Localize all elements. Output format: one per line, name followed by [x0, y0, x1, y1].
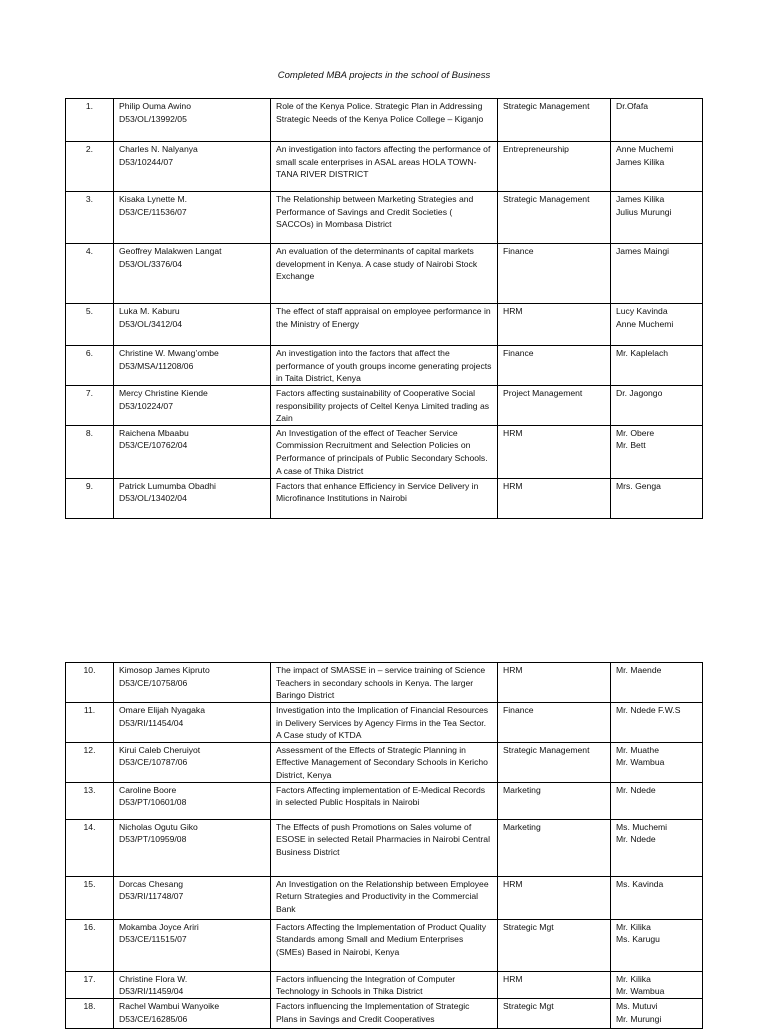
- specialization-area: HRM: [498, 663, 611, 703]
- project-title: An evaluation of the determinants of capital markets development in Kenya. A case study of Nairobi Stock Exchange: [271, 244, 498, 304]
- row-number: 8.: [66, 425, 114, 478]
- specialization-area: Entrepreneurship: [498, 142, 611, 192]
- registration-number: D53/RI/11748/07: [119, 891, 184, 902]
- table-row: [66, 192, 703, 244]
- supervisor-name: James Kilika: [616, 156, 665, 167]
- supervisors-cell: [611, 425, 703, 478]
- supervisors-cell: [611, 703, 703, 743]
- supervisors-cell: [611, 919, 703, 971]
- supervisor-name: Dr. Jagongo: [616, 388, 663, 398]
- registration-number: D53/RI/11459/04: [119, 986, 184, 997]
- row-number: 6.: [66, 346, 114, 386]
- table-row: [66, 782, 703, 819]
- registration-number: D53/10244/07: [119, 156, 173, 167]
- project-title: Investigation into the Implication of Financial Resources in Delivery Services by Agency Firms in the Tea Sector. A Case study of KTDA: [271, 703, 498, 743]
- row-number: 7.: [66, 386, 114, 426]
- project-title: The Effects of push Promotions on Sales volume of ESOSE in selected Retail Pharmacies in Nairobi Central Business District: [271, 819, 498, 876]
- student-cell: [114, 663, 271, 703]
- student-cell: [114, 346, 271, 386]
- supervisor-name: Mr. Obere: [616, 427, 655, 438]
- specialization-area: HRM: [498, 876, 611, 919]
- registration-number: D53/10224/07: [119, 400, 173, 411]
- specialization-area: Project Management: [498, 386, 611, 426]
- registration-number: D53/CE/11536/07: [119, 206, 187, 217]
- row-number: 9.: [66, 478, 114, 518]
- specialization-area: Strategic Management: [498, 192, 611, 244]
- supervisors-cell: [611, 304, 703, 346]
- supervisor-name: Mrs. Genga: [616, 480, 661, 491]
- project-title: The effect of staff appraisal on employee performance in the Ministry of Energy: [271, 304, 498, 346]
- supervisors-cell: [611, 192, 703, 244]
- project-title: Factors that enhance Efficiency in Service Delivery in Microfinance Institutions in Nairobi: [271, 478, 498, 518]
- table-row: [66, 99, 703, 142]
- row-number: 11.: [66, 703, 114, 743]
- supervisors-cell: [611, 663, 703, 703]
- row-number: 2.: [66, 142, 114, 192]
- registration-number: D53/MSA/11208/06: [119, 360, 194, 371]
- supervisor-name: Anne Muchemi: [616, 318, 674, 329]
- student-name: Dorcas Chesang: [119, 878, 184, 889]
- table-row: [66, 478, 703, 518]
- row-number: 14.: [66, 819, 114, 876]
- student-name: Charles N. Nalyanya: [119, 144, 198, 154]
- student-cell: [114, 703, 271, 743]
- student-cell: [114, 244, 271, 304]
- student-name: Mercy Christine Kiende: [119, 388, 208, 398]
- student-name: Kimosop James Kipruto: [119, 665, 210, 675]
- project-title: Factors influencing the Integration of Computer Technology in Schools in Thika District: [271, 971, 498, 998]
- registration-number: D53/PT/10601/08: [119, 797, 187, 808]
- supervisor-name: Ms. Karugu: [616, 934, 660, 945]
- specialization-area: Finance: [498, 244, 611, 304]
- student-name: Luka M. Kaburu: [119, 306, 180, 316]
- row-number: 17.: [66, 971, 114, 998]
- table-row: [66, 919, 703, 971]
- specialization-area: HRM: [498, 478, 611, 518]
- registration-number: D53/OL/13402/04: [119, 493, 187, 504]
- table-row: [66, 819, 703, 876]
- project-title: The impact of SMASSE in – service training of Science Teachers in secondary schools in Kenya. The larger Baringo District: [271, 663, 498, 703]
- project-title: Factors Affecting the Implementation of Product Quality Standards among Small and Medium Enterprises (SMEs) Based in Nairobi, Kenya: [271, 919, 498, 971]
- student-name: Kisaka Lynette M.: [119, 194, 187, 204]
- supervisor-name: Mr. Maende: [616, 665, 662, 675]
- row-number: 4.: [66, 244, 114, 304]
- student-name: Raichena Mbaabu: [119, 427, 189, 438]
- student-name: Patrick Lumumba Obadhi: [119, 480, 216, 491]
- specialization-area: Marketing: [498, 819, 611, 876]
- supervisor-name: Anne Muchemi: [616, 144, 674, 154]
- student-name: Christine W. Mwang’ombe: [119, 348, 219, 358]
- student-cell: [114, 919, 271, 971]
- projects-table-2: [65, 662, 703, 1029]
- supervisor-name: Mr. Kilika: [616, 921, 651, 932]
- student-name: Rachel Wambui Wanyoike: [119, 1000, 220, 1011]
- specialization-area: Strategic Management: [498, 99, 611, 142]
- specialization-area: HRM: [498, 304, 611, 346]
- supervisors-cell: [611, 244, 703, 304]
- table-row: [66, 425, 703, 478]
- row-number: 15.: [66, 876, 114, 919]
- project-title: Role of the Kenya Police. Strategic Plan in Addressing Strategic Needs of the Kenya Police College – Kiganjo: [271, 99, 498, 142]
- registration-number: D53/CE/11515/07: [119, 934, 187, 945]
- row-number: 10.: [66, 663, 114, 703]
- supervisor-name: Mr. Ndede: [616, 834, 656, 845]
- student-name: Christine Flora W.: [119, 973, 188, 984]
- registration-number: D53/OL/3412/04: [119, 318, 183, 329]
- student-cell: [114, 99, 271, 142]
- project-title: Assessment of the Effects of Strategic Planning in Effective Management of Secondary Schools in Kericho District, Kenya: [271, 742, 498, 782]
- project-title: An Investigation of the effect of Teacher Service Commission Recruitment and Selection Policies on Performance of principals of Public Secondary Schools. A case of Thika District: [271, 425, 498, 478]
- student-name: Kirui Caleb Cheruiyot: [119, 744, 201, 755]
- supervisors-cell: [611, 971, 703, 998]
- student-cell: [114, 304, 271, 346]
- student-name: Caroline Boore: [119, 784, 177, 795]
- row-number: 16.: [66, 919, 114, 971]
- specialization-area: HRM: [498, 971, 611, 998]
- specialization-area: Marketing: [498, 782, 611, 819]
- registration-number: D53/CE/10787/06: [119, 757, 188, 768]
- student-cell: [114, 425, 271, 478]
- projects-table-1: [65, 98, 703, 519]
- student-cell: [114, 386, 271, 426]
- supervisor-name: Dr.Ofafa: [616, 101, 648, 111]
- table-row: [66, 876, 703, 919]
- project-title: An Investigation on the Relationship between Employee Return Strategies and Productivity in the Commercial Bank: [271, 876, 498, 919]
- supervisor-name: Mr. Murungi: [616, 1013, 662, 1024]
- supervisors-cell: [611, 876, 703, 919]
- table-row: [66, 703, 703, 743]
- supervisor-name: Ms. Mutuvi: [616, 1000, 658, 1011]
- supervisors-cell: [611, 346, 703, 386]
- row-number: 5.: [66, 304, 114, 346]
- registration-number: D53/OL/13992/05: [119, 113, 187, 124]
- table-row: [66, 971, 703, 998]
- table-row: [66, 742, 703, 782]
- table-row: [66, 346, 703, 386]
- supervisor-name: Ms. Kavinda: [616, 878, 664, 889]
- specialization-area: Strategic Management: [498, 742, 611, 782]
- student-cell: [114, 142, 271, 192]
- supervisors-cell: [611, 782, 703, 819]
- supervisor-name: Mr. Ndede F.W.S: [616, 705, 681, 715]
- student-cell: [114, 192, 271, 244]
- specialization-area: Finance: [498, 346, 611, 386]
- supervisor-name: Mr. Bett: [616, 440, 646, 451]
- table-row: [66, 244, 703, 304]
- supervisor-name: Mr. Wambua: [616, 986, 665, 997]
- student-cell: [114, 876, 271, 919]
- registration-number: D53/RI/11454/04: [119, 717, 184, 728]
- supervisors-cell: [611, 386, 703, 426]
- project-title: An investigation into the factors that affect the performance of youth groups income generating projects in Taita District, Kenya: [271, 346, 498, 386]
- supervisors-cell: [611, 478, 703, 518]
- supervisor-name: Mr. Wambua: [616, 757, 665, 768]
- row-number: 3.: [66, 192, 114, 244]
- student-cell: [114, 478, 271, 518]
- student-name: Mokamba Joyce Ariri: [119, 921, 199, 932]
- registration-number: D53/OL/3376/04: [119, 258, 183, 269]
- row-number: 1.: [66, 99, 114, 142]
- row-number: 18.: [66, 998, 114, 1028]
- supervisor-name: Julius Murungi: [616, 206, 672, 217]
- page-title: Completed MBA projects in the school of Business: [277, 70, 491, 81]
- registration-number: D53/CE/16285/06: [119, 1013, 188, 1024]
- student-cell: [114, 819, 271, 876]
- table-row: [66, 386, 703, 426]
- supervisor-name: James Kilika: [616, 194, 665, 204]
- student-cell: [114, 742, 271, 782]
- registration-number: D53/CE/10762/04: [119, 440, 188, 451]
- row-number: 12.: [66, 742, 114, 782]
- supervisor-name: Mr. Kaplelach: [616, 348, 669, 358]
- supervisors-cell: [611, 742, 703, 782]
- student-name: Nicholas Ogutu Giko: [119, 821, 198, 832]
- specialization-area: Strategic Mgt: [498, 998, 611, 1028]
- supervisor-name: James Maingi: [616, 246, 670, 256]
- row-number: 13.: [66, 782, 114, 819]
- registration-number: D53/PT/10959/08: [119, 834, 187, 845]
- table-row: [66, 142, 703, 192]
- table-row: [66, 663, 703, 703]
- student-name: Philip Ouma Awino: [119, 101, 191, 111]
- supervisors-cell: [611, 99, 703, 142]
- table-row: [66, 304, 703, 346]
- specialization-area: Strategic Mgt: [498, 919, 611, 971]
- supervisors-cell: [611, 142, 703, 192]
- registration-number: D53/CE/10758/06: [119, 677, 188, 688]
- student-cell: [114, 971, 271, 998]
- supervisor-name: Ms. Muchemi: [616, 821, 668, 832]
- supervisor-name: Mr. Ndede: [616, 784, 656, 795]
- supervisor-name: Mr. Muathe: [616, 744, 659, 755]
- supervisor-name: Mr. Kilika: [616, 973, 651, 984]
- student-name: Omare Elijah Nyagaka: [119, 705, 205, 715]
- supervisor-name: Lucy Kavinda: [616, 306, 668, 316]
- student-cell: [114, 782, 271, 819]
- supervisors-cell: [611, 819, 703, 876]
- specialization-area: HRM: [498, 425, 611, 478]
- specialization-area: Finance: [498, 703, 611, 743]
- project-title: An investigation into factors affecting the performance of small scale enterprises in ASAL areas HOLA TOWN- TANA RIVER DISTRICT: [271, 142, 498, 192]
- student-name: Geoffrey Malakwen Langat: [119, 246, 222, 256]
- project-title: Factors affecting sustainability of Cooperative Social responsibility projects of Celtel Kenya Limited trading as Zain: [271, 386, 498, 426]
- project-title: Factors influencing the Implementation of Strategic Plans in Savings and Credit Cooperatives: [271, 998, 498, 1028]
- project-title: Factors Affecting implementation of E-Medical Records in selected Public Hospitals in Nairobi: [271, 782, 498, 819]
- project-title: The Relationship between Marketing Strategies and Performance of Savings and Credit Societies ( SACCOs) in Mombasa District: [271, 192, 498, 244]
